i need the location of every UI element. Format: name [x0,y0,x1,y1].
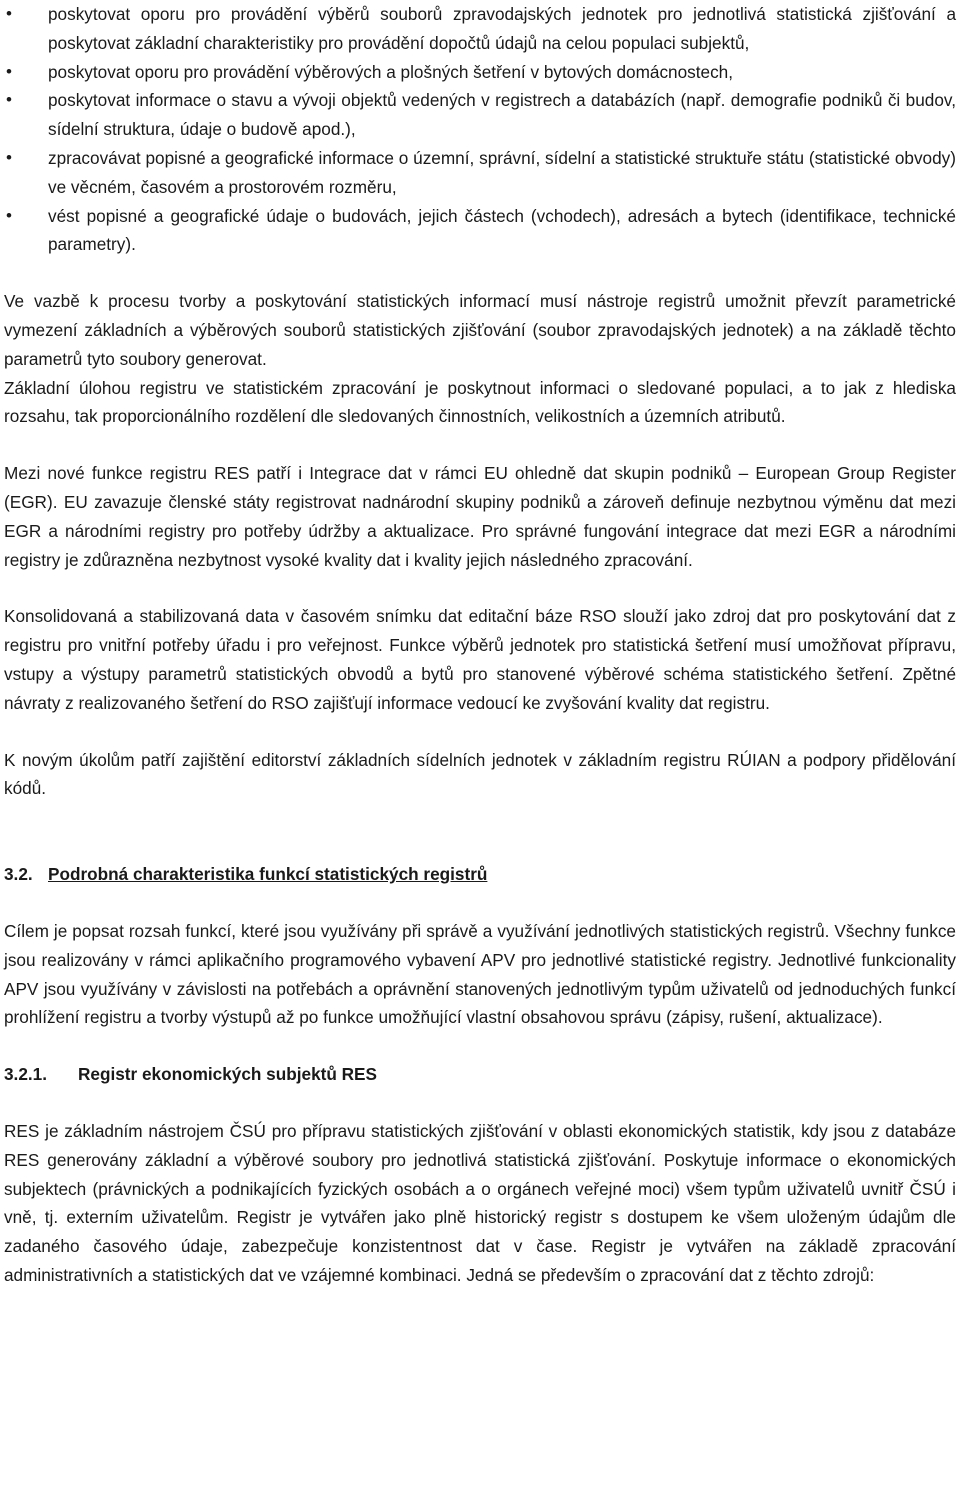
bullet-icon: • [6,61,12,81]
list-item-text: poskytovat oporu pro provádění výběrových a plošných šetření v bytových domácnostech, [48,61,734,82]
section-heading-3-2-1 [4,1060,956,1089]
section-number: 3.2.1. [4,1064,48,1085]
list-item [4,86,956,144]
bullet-icon: • [6,147,12,167]
paragraph-rso-data: Konsolidovaná a stabilizovaná data v časovém snímku dat editační báze RSO slouží jako zdroj dat pro poskytování dat z registru pro vnitřní potřeby úřadu i pro veřejnost. Funkce výběrů jednotek pro statistická šetření musí umožňovat přípravu, vstupy a výstupy parametrů statistických obvodů a bytů pro stanovené výběrové schéma statistického šetření. Zpětné návraty z realizovaného šetření do RSO zajišťují informace vedoucí ke zvyšování kvality dat registru. [4,606,956,713]
paragraph-ruian: K novým úkolům patří zajištění editorství základních sídelních jednotek v základním registru RÚIAN a podpory přidělování kódů. [4,749,956,799]
list-item [4,144,956,202]
list-item [4,58,956,87]
paragraph-registry-role: Základní úlohou registru ve statistickém zpracování je poskytnout informaci o sledované populaci, a to jak z hlediska rozsahu, tak proporcionálního rozdělení dle sledovaných činnostních, velikostních a územních atributů. [4,377,956,427]
paragraph-res-description: RES je základním nástrojem ČSÚ pro přípravu statistických zjišťování v oblasti ekonomických statistik, kdy jsou z databáze RES generovány základní a výběrové soubory pro jednotlivá statistická zjišťování. Poskytuje informace o ekonomických subjektech (právnických a podnikajících fyzických osobách a o orgánech veřejné moci) všem typům uživatelů uvnitř ČSÚ i vně, tj. externím uživatelům. Registr je vytvářen jako plně historický registr s dostupem ke všem uloženým údajům dle zadaného časového údaje, zabezpečuje konzistentnost dat v čase. Registr je vytvářen na základě zpracování administrativních a statistických dat ve vzájemné kombinaci. Jedná se především o zpracování dat z těchto zdrojů: [4,1120,956,1285]
paragraph-egr: Mezi nové funkce registru RES patří i Integrace dat v rámci EU ohledně dat skupin podniků – European Group Register (EGR). EU zavazuje členské státy registrovat nadnárodní skupiny podniků a zároveň definuje nezbytnou výměnu dat mezi EGR a národními registry pro potřeby údržby a aktualizace. Pro správné fungování integrace dat mezi EGR a národními registry je zdůrazněna nezbytnost vysoké kvality dat i kvality jejich následného zpracování. [4,463,956,570]
bullet-icon: • [6,205,12,225]
list-item-text: zpracovávat popisné a geografické informace o územní, správní, sídelní a statistické struktuře státu (statistické obvody) ve věcném, časovém a prostorovém rozměru, [48,147,956,197]
list-item [4,0,956,58]
list-item-text: vést popisné a geografické údaje o budovách, jejich částech (vchodech), adresách a bytech (identifikace, technické parametry). [48,205,956,255]
bullet-icon: • [6,90,12,110]
list-item-text: poskytovat oporu pro provádění výběrů souborů zpravodajských jednotek pro jednotlivá statistická zjišťování a poskytovat základní charakteristiky pro provádění dopočtů údajů na celou populaci subjektů, [48,4,956,53]
list-item [4,202,956,260]
list-item-text: poskytovat informace o stavu a vývoji objektů vedených v registrech a databázích (např. demografie podniků či budov, sídelní struktura, údaje o budově apod.), [48,90,956,140]
paragraph-functions-overview: Cílem je popsat rozsah funkcí, které jsou využívány při správě a využívání jednotlivých statistických registrů. Všechny funkce jsou realizovány v rámci aplikačního programového vybavení APV pro jednotlivé statistické registry. Jednotlivé funkcionality APV jsou využívány v závislosti na potřebách a oprávnění stanovených jednotlivým typům uživatelů od jednoduchých funkcí prohlížení registru a tvorby výstupů až po funkce umožňující vlastní obsahovou správu (zápisy, rušení, aktualizace). [4,920,956,1028]
bullet-list [4,0,956,259]
section-title: Podrobná charakteristika funkcí statistických registrů [48,864,488,885]
section-heading-3-2 [4,860,956,889]
section-title: Registr ekonomických subjektů RES [78,1064,377,1085]
section-number: 3.2. [4,864,33,885]
paragraph-registry-tools: Ve vazbě k procesu tvorby a poskytování statistických informací musí nástroje registrů umožnit převzít parametrické vymezení základních a výběrových souborů statistických zjišťování (soubor zpravodajských jednotek) a na základě těchto parametrů tyto soubory generovat. [4,291,956,369]
bullet-icon: • [6,4,12,23]
